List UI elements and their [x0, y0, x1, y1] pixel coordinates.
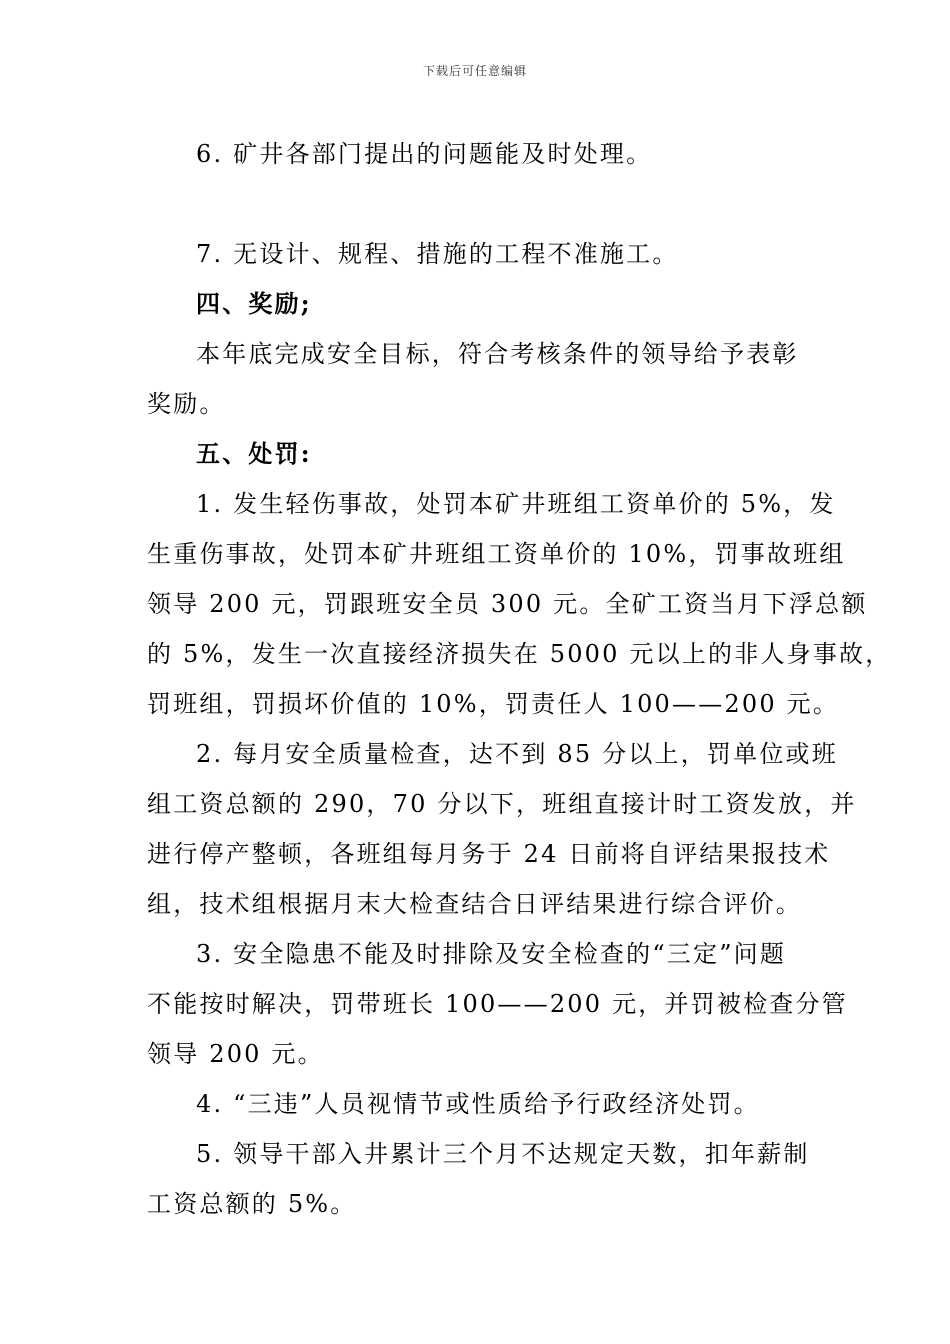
penalty-2-line1: 2. 每月安全质量检查，达不到 85 分以上，罚单位或班 — [196, 740, 838, 768]
penalty-1-line1: 1. 发生轻伤事故，处罚本矿井班组工资单价的 5%，发 — [196, 490, 836, 518]
penalty-1-line4: 的 5%，发生一次直接经济损失在 5000 元以上的非人身事故， — [147, 640, 892, 668]
section-heading-penalty: 五、处罚: — [196, 439, 312, 468]
penalty-1-line2: 生重伤事故，处罚本矿井班组工资单价的 10%，罚事故班组 — [147, 540, 846, 568]
item-6: 6. 矿井各部门提出的问题能及时处理。 — [196, 140, 653, 168]
section-heading-reward: 四、奖励; — [196, 289, 312, 318]
penalty-3-line3: 领导 200 元。 — [147, 1040, 324, 1068]
reward-text-cont: 奖励。 — [147, 390, 226, 418]
penalty-2-line2: 组工资总额的 290，70 分以下，班组直接计时工资发放，并 — [147, 790, 857, 818]
penalty-3-line1: 3. 安全隐患不能及时排除及安全检查的“三定”问题 — [196, 940, 787, 968]
penalty-5-line2: 工资总额的 5%。 — [147, 1190, 357, 1218]
reward-text: 本年底完成安全目标，符合考核条件的领导给予表彰 — [196, 340, 799, 368]
penalty-2-line3: 进行停产整顿，各班组每月务于 24 日前将自评结果报技术 — [147, 840, 831, 868]
penalty-5-line1: 5. 领导干部入井累计三个月不达规定天数，扣年薪制 — [196, 1140, 810, 1168]
item-7: 7. 无设计、规程、措施的工程不准施工。 — [196, 240, 679, 268]
page-header: 下载后可任意编辑 — [422, 64, 527, 78]
penalty-1-line5: 罚班组，罚损坏价值的 10%，罚责任人 100——200 元。 — [147, 690, 840, 718]
penalty-4: 4. “三违”人员视情节或性质给予行政经济处罚。 — [196, 1090, 760, 1118]
penalty-1-line3: 领导 200 元，罚跟班安全员 300 元。全矿工资当月下浮总额 — [147, 590, 868, 618]
penalty-3-line2: 不能按时解决，罚带班长 100——200 元，并罚被检查分管 — [147, 990, 848, 1018]
penalty-2-line4: 组，技术组根据月末大检查结合日评结果进行综合评价。 — [147, 890, 802, 918]
